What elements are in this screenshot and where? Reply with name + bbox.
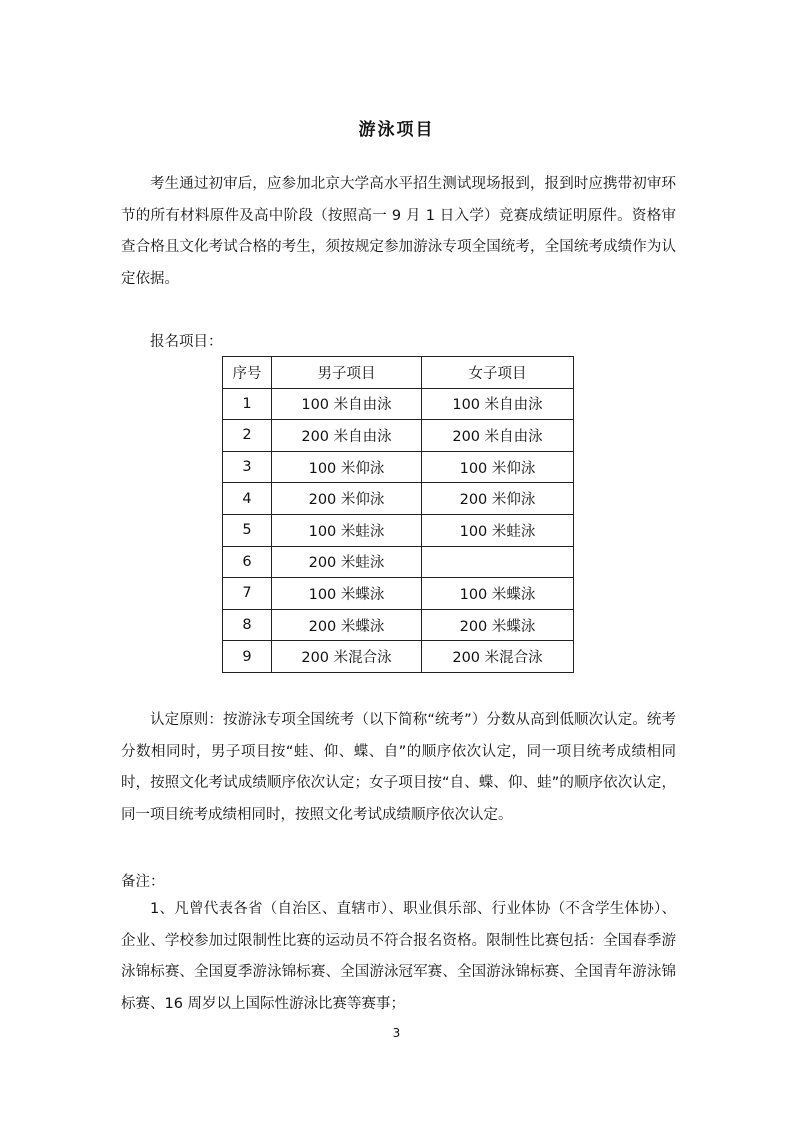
row-male-event: 200 米仰泳 (272, 483, 422, 515)
row-male-event: 100 米蛙泳 (272, 514, 422, 546)
row-number: 1 (223, 388, 272, 420)
row-number: 8 (223, 609, 272, 641)
row-number: 5 (223, 514, 272, 546)
row-female-event: 200 米混合泳 (422, 641, 574, 673)
notes-label: 备注： (121, 874, 165, 890)
table-row (223, 388, 574, 420)
registration-label: 报名项目： (150, 334, 223, 350)
row-male-event: 100 米自由泳 (272, 388, 422, 420)
table-row (223, 451, 574, 483)
row-male-event: 100 米蝶泳 (272, 578, 422, 610)
row-male-event: 200 米混合泳 (272, 641, 422, 673)
table-row (223, 483, 574, 515)
row-number: 7 (223, 578, 272, 610)
table-row (223, 641, 574, 673)
row-number: 9 (223, 641, 272, 673)
row-female-event: 100 米蝶泳 (422, 578, 574, 610)
row-female-event (422, 546, 574, 578)
row-male-event: 200 米自由泳 (272, 420, 422, 452)
row-female-event: 100 米仰泳 (422, 451, 574, 483)
row-female-event: 200 米自由泳 (422, 420, 574, 452)
table-header-row (223, 357, 574, 389)
table-row (223, 514, 574, 546)
row-number: 3 (223, 451, 272, 483)
row-female-event: 200 米蝶泳 (422, 609, 574, 641)
row-male-event: 200 米蛙泳 (272, 546, 422, 578)
header-female: 女子项目 (422, 357, 574, 389)
row-male-event: 200 米蝶泳 (272, 609, 422, 641)
table-row (223, 578, 574, 610)
page-title: 游泳项目 (358, 120, 435, 141)
table-row (223, 420, 574, 452)
header-male: 男子项目 (272, 357, 422, 389)
row-number: 6 (223, 546, 272, 578)
table-row (223, 609, 574, 641)
row-female-event: 100 米自由泳 (422, 388, 574, 420)
row-number: 2 (223, 420, 272, 452)
row-female-event: 100 米蛙泳 (422, 514, 574, 546)
row-number: 4 (223, 483, 272, 515)
principle-paragraph: 认定原则：按游泳专项全国统考（以下简称“统考”）分数从高到低顺次认定。统考分数相同时，男子项目按“蛙、仰、蝶、自”的顺序依次认定，同一项目统考成绩相同时，按照文化考试成绩顺序依次认定；女子项目按“自、蝶、仰、蛙”的顺序依次认定，同一项目统考成绩相同时，按照文化考试成绩顺序依次认定。 (121, 712, 676, 823)
row-female-event: 200 米仰泳 (422, 483, 574, 515)
intro-paragraph: 考生通过初审后，应参加北京大学高水平招生测试现场报到，报到时应携带初审环节的所有材料原件及高中阶段（按照高一 9 月 1 日入学）竞赛成绩证明原件。资格审查合格且文化考试合格的考生，须按规定参加游泳专项全国统考，全国统考成绩作为认定依据。 (121, 176, 676, 287)
note-1-paragraph: 1、凡曾代表各省（自治区、直辖市）、职业俱乐部、行业体协（不含学生体协）、企业、学校参加过限制性比赛的运动员不符合报名资格。限制性比赛包括：全国春季游泳锦标赛、全国夏季游泳锦标赛、全国游泳冠军赛、全国游泳锦标赛、全国青年游泳锦标赛、16 周岁以上国际性游泳比赛等赛事； (121, 901, 676, 1012)
table-row (223, 546, 574, 578)
header-number: 序号 (223, 357, 272, 389)
events-table (222, 356, 574, 673)
page-number: 3 (392, 1026, 401, 1040)
row-male-event: 100 米仰泳 (272, 451, 422, 483)
